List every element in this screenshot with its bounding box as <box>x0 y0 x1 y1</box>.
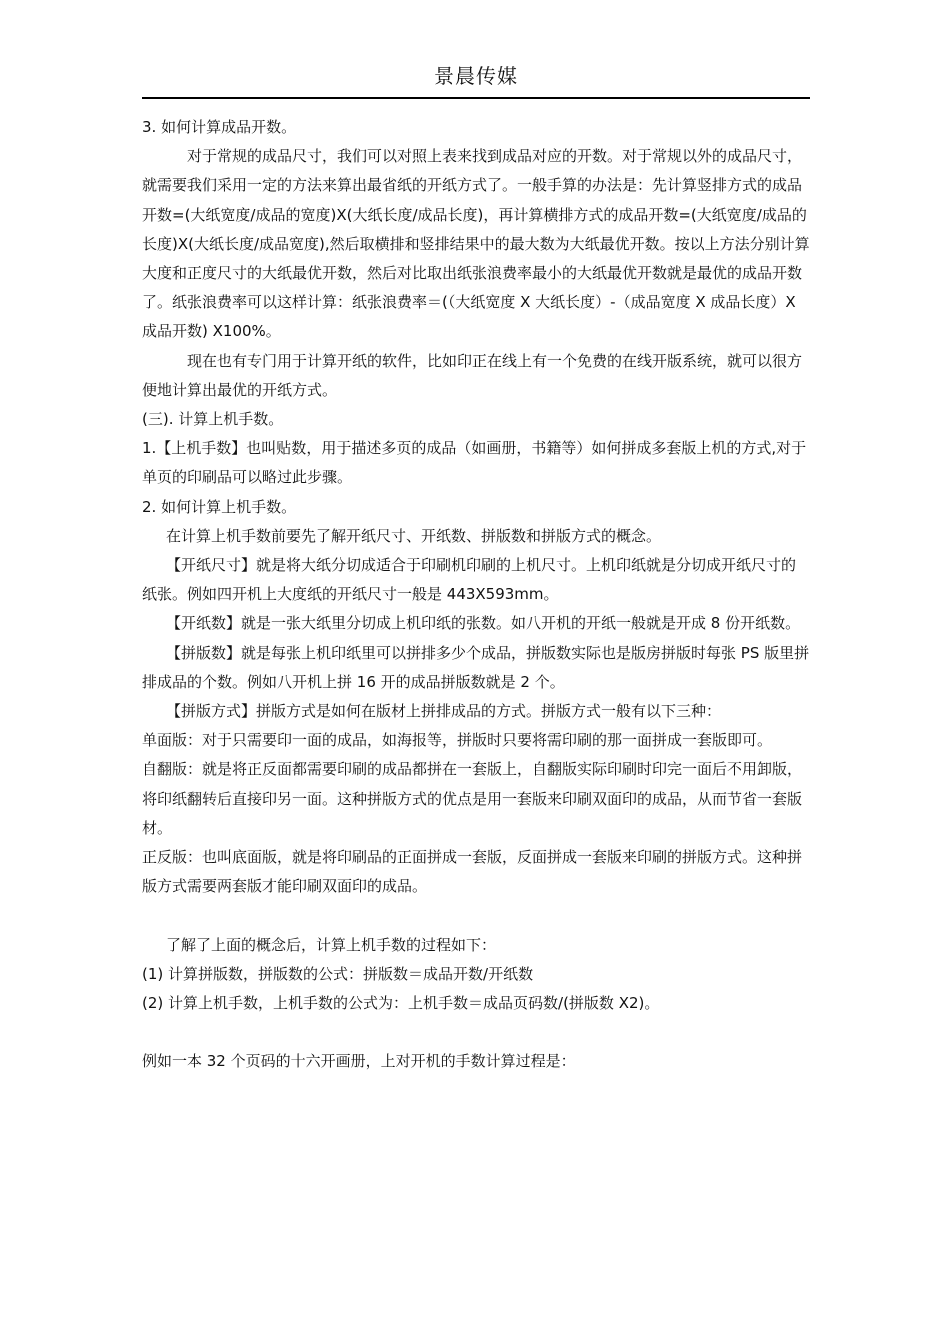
section-heading-press-count: (三). 计算上机手数。 <box>142 410 284 429</box>
paragraph-work-and-turn: 自翻版：就是将正反面都需要印刷的成品都拼在一套版上，自翻版实际印刷时印完一面后不用卸版，将印纸翻转后直接印另一面。这种拼版方式的优点是用一套版来印刷双面印的成品，从而节省一套版材。 <box>142 760 803 837</box>
heading-3-calc-product-count: 3. 如何计算成品开数。 <box>142 118 297 136</box>
blank-line <box>142 901 810 930</box>
paragraph-imposition-count: 【拼版数】就是每张上机印纸里可以拼排多少个成品，拼版数实际也是版房拼版时每张 PS 版里拼排成品的个数。例如八开机上拼 16 开的成品拼版数就是 2 个。 <box>142 643 810 691</box>
blank-line <box>142 1018 810 1047</box>
header-rule <box>142 97 810 99</box>
header-title: 景晨传媒 <box>434 64 518 88</box>
paragraph-concepts-intro: 在计算上机手数前要先了解开纸尺寸、开纸数、拼版数和拼版方式的概念。 <box>166 526 662 545</box>
paragraph-process-intro: 了解了上面的概念后，计算上机手数的过程如下： <box>166 935 497 954</box>
list-item-2: (2) 计算上机手数，上机手数的公式为：上机手数＝成品页码数/(拼版数 X2)。 <box>142 994 660 1013</box>
paragraph-sheetwise: 正反版：也叫底面版，就是将印刷品的正面拼成一套版，反面拼成一套版来印刷的拼版方式。这种拼版方式需要两套版才能印刷双面印的成品。 <box>142 848 803 896</box>
paragraph-software: 现在也有专门用于计算开纸的软件，比如印正在线上有一个免费的在线开版系统，就可以很方便地计算出最优的开纸方式。 <box>142 351 803 399</box>
list-item-1: (1) 计算拼版数，拼版数的公式：拼版数＝成品开数/开纸数 <box>142 964 534 983</box>
paragraph-imposition-method: 【拼版方式】拼版方式是如何在版材上拼排成品的方式。拼版方式一般有以下三种： <box>166 702 722 721</box>
paragraph-calc-method: 对于常规的成品尺寸，我们可以对照上表来找到成品对应的开数。对于常规以外的成品尺寸，就需要我们采用一定的方法来算出最省纸的开纸方式了。一般手算的办法是：先计算竖排方式的成品开数=(大纸宽度/成品的宽度)X(大纸长度/成品长度)，再计算横排方式的成品开数=(大纸宽度/成品的长度)X(大纸长度/成品宽度),然后取横排和竖排结果中的最大数为大纸最优开数。按以上方法分别计算大度和正度尺寸的大纸最优开数，然后对比取出纸张浪费率最小的大纸最优开数就是最优的成品开数了。纸张浪费率可以这样计算：纸张浪费率＝(（大纸宽度 X 大纸长度）-（成品宽度 X 成品长度）X 成品开数) X100%。 <box>142 147 810 341</box>
paragraph-sheet-count: 【开纸数】就是一张大纸里分切成上机印纸的张数。如八开机的开纸一般就是开成 8 份开纸数。 <box>166 614 801 633</box>
paragraph-press-count-definition: 1.【上机手数】也叫贴数，用于描述多页的成品（如画册，书籍等）如何拼成多套版上机的方式,对于单页的印刷品可以略过此步骤。 <box>142 439 807 487</box>
paragraph-sheet-size: 【开纸尺寸】就是将大纸分切成适合于印刷机印刷的上机尺寸。上机印纸就是分切成开纸尺寸的纸张。例如四开机上大度纸的开纸尺寸一般是 443X593mm。 <box>142 556 797 604</box>
paragraph-example: 例如一本 32 个页码的十六开画册，上对开机的手数计算过程是： <box>142 1052 576 1071</box>
document-body <box>142 113 810 1077</box>
heading-2-calc-press-count: 2. 如何计算上机手数。 <box>142 497 297 516</box>
paragraph-single-side: 单面版：对于只需要印一面的成品，如海报等，拼版时只要将需印刷的那一面拼成一套版即可。 <box>142 731 773 750</box>
